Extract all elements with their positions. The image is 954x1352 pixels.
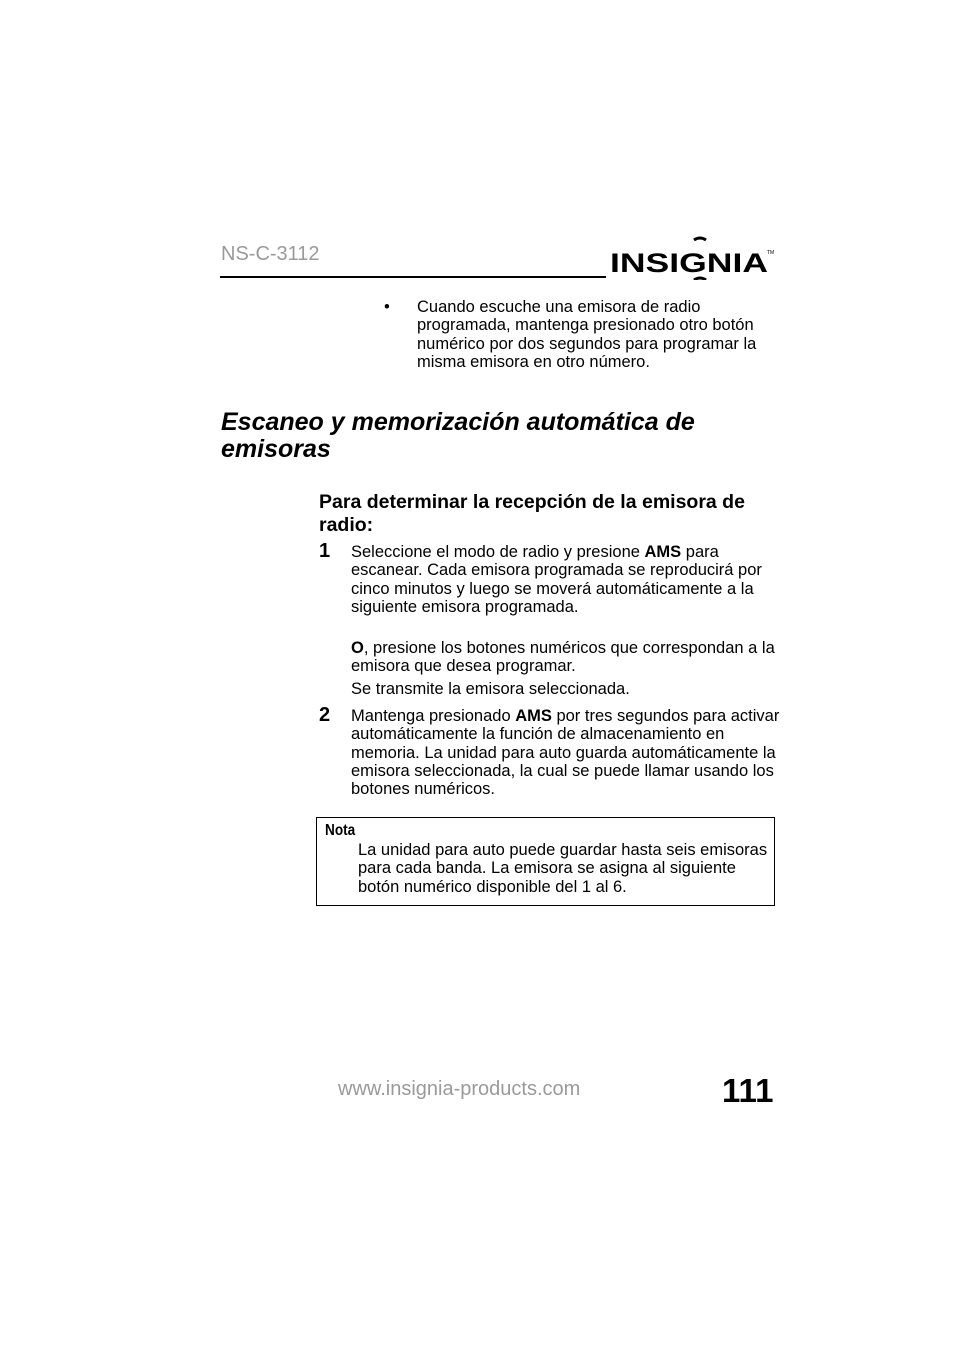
insignia-logo bbox=[610, 236, 775, 280]
model-number: NS-C-3112 bbox=[221, 243, 320, 265]
logo-wordmark: INSIGNIA bbox=[610, 248, 768, 278]
section-title: Escaneo y memorización automática de emisoras bbox=[221, 408, 695, 463]
step-alternative: O, presione los botones numéricos que correspondan a la emisora que desea programar. bbox=[351, 639, 775, 676]
step-number: 2 bbox=[319, 704, 331, 726]
page-number: 111 bbox=[722, 1072, 774, 1109]
logo-arc-bottom bbox=[694, 278, 706, 280]
footer-url: www.insignia-products.com bbox=[338, 1078, 581, 1100]
step-text: Mantenga presionado AMS por tres segundos para activar automáticamente la función de almacenamiento en memoria. La unidad para auto guarda automáticamente la emisora seleccionada, la cual se puede llamar usando los botones numéricos. bbox=[351, 707, 780, 799]
ams-button-label: AMS bbox=[644, 543, 682, 561]
step-result: Se transmite la emisora seleccionada. bbox=[351, 680, 630, 698]
ams-button-label: AMS bbox=[515, 707, 552, 725]
logo-arc-top bbox=[694, 238, 706, 240]
header-rule bbox=[220, 276, 606, 278]
note-label: Nota bbox=[325, 822, 356, 839]
bullet-marker: • bbox=[384, 298, 390, 316]
procedure-heading: Para determinar la recepción de la emisora de radio: bbox=[319, 491, 745, 536]
step-text: Seleccione el modo de radio y presione AMS para escanear. Cada emisora programada se reproducirá por cinco minutos y luego se moverá automáticamente a la siguiente emisora programada. bbox=[351, 543, 762, 616]
bullet-text: Cuando escuche una emisora de radio programada, mantenga presionado otro botón numérico por dos segundos para programar la misma emisora en otro número. bbox=[417, 298, 757, 371]
step-number: 1 bbox=[319, 540, 331, 562]
trademark-mark: TM bbox=[767, 250, 775, 256]
note-text: La unidad para auto puede guardar hasta seis emisoras para cada banda. La emisora se asigna al siguiente botón numérico disponible del 1 al 6. bbox=[358, 841, 768, 896]
